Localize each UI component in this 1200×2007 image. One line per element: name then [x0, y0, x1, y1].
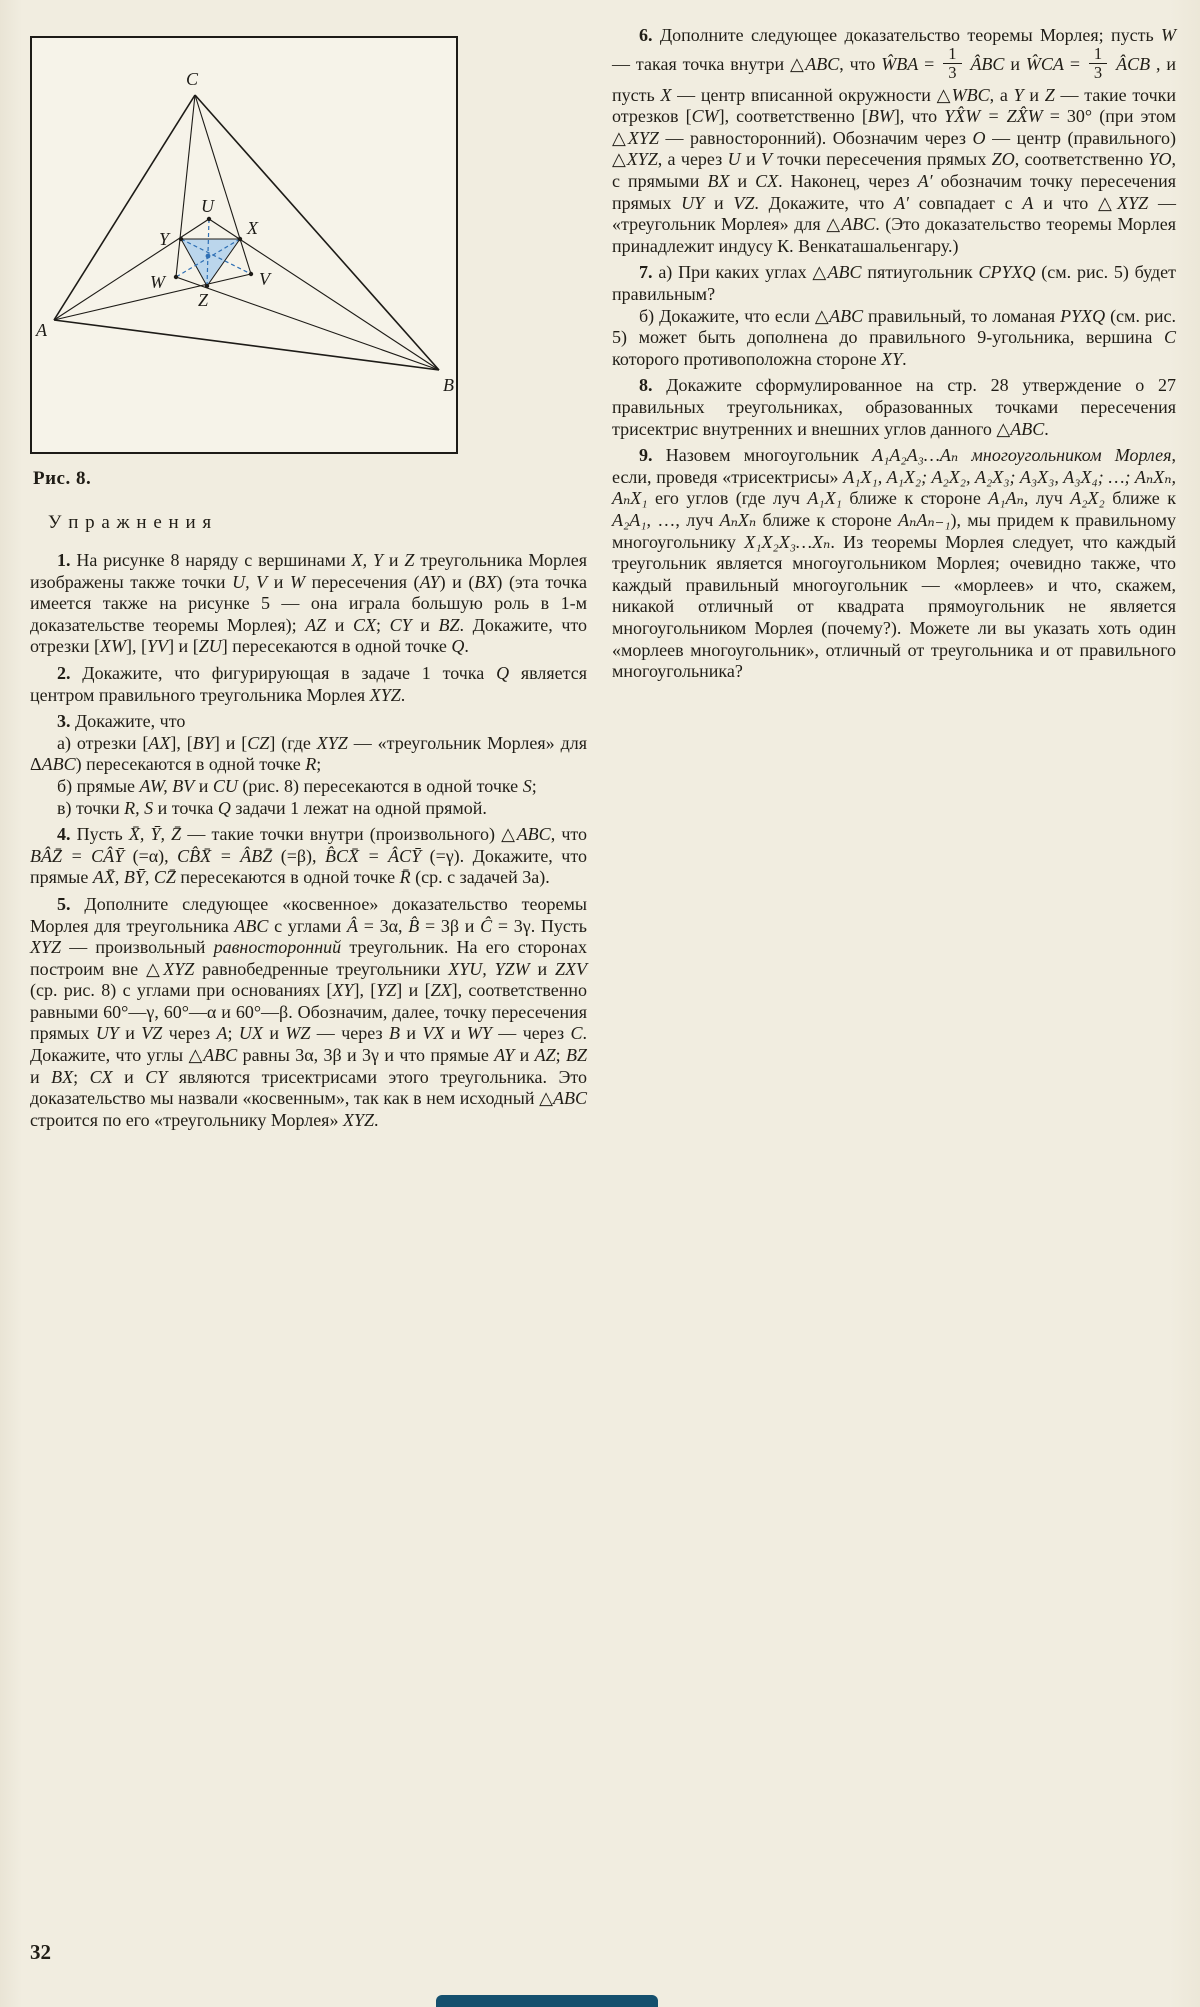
- italic-run: XYZ: [163, 958, 195, 979]
- italic-run: YZ: [376, 980, 397, 1001]
- text-run: в) точки: [57, 797, 125, 818]
- bold-run: 6.: [639, 25, 660, 45]
- italic-run: ÂCB: [1116, 53, 1151, 74]
- italic-run: Z: [404, 550, 415, 570]
- text-run: а) При каких углах △: [658, 262, 828, 283]
- left-column: [30, 510, 587, 1131]
- text-run: ближе к: [1104, 488, 1176, 509]
- text-run: На рисунке 8 наряду с вершинами: [76, 550, 352, 570]
- exercise-paragraph: [30, 663, 587, 706]
- italic-run: X̄, Ȳ, Z̄: [128, 824, 182, 845]
- figure-caption: Рис. 8.: [33, 468, 92, 489]
- text-run: ;: [376, 614, 390, 635]
- text-run: . Докажите, что углы △: [30, 1023, 587, 1066]
- italic-run: BX: [51, 1066, 74, 1087]
- italic-run: XYU, YZW: [448, 958, 530, 979]
- italic-run: CY: [145, 1066, 168, 1087]
- text-run: ] и [: [213, 732, 248, 753]
- exercise-paragraph: [612, 262, 1176, 305]
- center-point-q-dot: [206, 254, 211, 259]
- italic-run: BX: [474, 571, 497, 592]
- text-run: ;: [531, 775, 537, 796]
- text-run: и точка: [153, 797, 218, 818]
- italic-run: ZXV: [554, 958, 587, 979]
- point-label-Y: Y: [159, 229, 170, 249]
- text-run: пересечения (: [304, 571, 420, 592]
- italic-run: ÂBC: [970, 53, 1005, 74]
- text-run: (рис. 8) пересекаются в одной точке: [237, 775, 523, 796]
- text-run: и: [1004, 53, 1026, 74]
- italic-run: ABC: [553, 1088, 587, 1109]
- italic-run: W: [289, 571, 305, 592]
- italic-run: UX: [238, 1023, 263, 1044]
- italic-run: VZ: [733, 192, 755, 213]
- italic-run: AX̄, BȲ, CZ̄: [92, 867, 176, 888]
- italic-run: ABC: [41, 754, 76, 775]
- italic-run: XYZ: [1117, 192, 1149, 213]
- point-label-X: X: [247, 218, 258, 238]
- text-run: Докажите, что: [75, 711, 186, 732]
- italic-run: W: [1161, 25, 1177, 45]
- italic-run: AY: [494, 1045, 515, 1066]
- italic-run: UY: [681, 192, 705, 213]
- text-run: , что: [550, 824, 588, 845]
- text-run: треугольника Морлея изображены также точки: [30, 550, 587, 592]
- exercise-paragraph: [30, 894, 587, 1132]
- text-run: ] (где: [269, 732, 317, 753]
- italic-run: X: [660, 84, 672, 105]
- text-run: строится по его «треугольнику Морлея»: [30, 1109, 343, 1130]
- text-run: — равносторонний). Обозначим через: [658, 127, 973, 148]
- italic-run: AZ: [305, 614, 327, 635]
- italic-run: ABC: [1010, 418, 1045, 439]
- italic-run: Q: [217, 797, 231, 818]
- text-run: а) отрезки [: [57, 732, 149, 753]
- left-paragraphs: [30, 550, 587, 1131]
- text-run: б) Докажите, что если △: [639, 305, 830, 326]
- text-run: и: [267, 571, 290, 592]
- italic-run: ABC: [827, 262, 862, 283]
- text-run: (ср. с задачей 3а).: [410, 867, 550, 888]
- text-run: (см. рис. 5) будет правильным?: [612, 262, 1177, 305]
- morley-triangle-diagram: [32, 38, 456, 452]
- italic-run: XYZ: [316, 732, 348, 753]
- text-run: = 3α,: [358, 915, 409, 936]
- text-run: и: [112, 1066, 146, 1087]
- text-run: = 3γ. Пусть: [492, 915, 587, 936]
- italic-run: A₁A₂A₃…Aₙ: [872, 445, 959, 466]
- fraction-denominator: 3: [1093, 63, 1103, 83]
- text-run: .: [464, 636, 469, 657]
- italic-run: X₁X₂X₃…Xₙ: [744, 531, 831, 552]
- text-run: (ср. рис. 8) с углами при основаниях [: [30, 980, 333, 1001]
- text-run: , если, проведя «трисектрисы»: [612, 445, 1177, 487]
- text-run: пересекаются в одной точке: [175, 867, 400, 888]
- italic-run: CY: [389, 614, 412, 635]
- italic-run: U: [727, 149, 741, 170]
- point-label-W: W: [150, 272, 165, 292]
- italic-run: CX: [353, 614, 377, 635]
- exercise-paragraph: [30, 798, 587, 820]
- point-label-U: U: [201, 196, 214, 216]
- bold-run: 2.: [57, 662, 83, 683]
- figure-8: [30, 36, 458, 454]
- text-run: и: [729, 171, 756, 192]
- exercise-paragraph: [612, 306, 1176, 371]
- text-run: являются трисектрисами этого треугольника. Это доказательство мы назвали «косвенным», так как в нем исходный △: [30, 1066, 587, 1109]
- italic-run: CW: [691, 106, 719, 127]
- italic-run: BZ: [565, 1045, 587, 1066]
- italic-run: ZX: [430, 980, 452, 1001]
- italic-run: ŴBA: [881, 53, 919, 74]
- italic-run: A₂X₂: [1070, 488, 1105, 509]
- text-run: правильный, то ломаная: [863, 305, 1061, 326]
- text-run: и: [444, 1023, 467, 1044]
- text-run: .: [902, 348, 907, 369]
- text-run: и: [326, 614, 354, 635]
- italic-run: XYZ: [30, 937, 62, 958]
- exercise-paragraph: [612, 25, 1176, 257]
- text-run: ), мы придем к правильному многоугольнику: [612, 509, 1177, 552]
- text-run: задачи 1 лежат на одной прямой.: [230, 797, 487, 818]
- text-run: , и пусть: [612, 53, 1177, 105]
- exercise-paragraph: [612, 375, 1176, 440]
- text-run: обозначим точку пересечения прямых: [612, 171, 1176, 213]
- text-run: треугольник. На его сторонах построим вне △: [30, 937, 587, 979]
- text-run: и что △: [1033, 192, 1118, 213]
- italic-run: ABC: [516, 824, 551, 845]
- text-run: . Докажите, что отрезки [: [30, 614, 587, 657]
- text-run: ], что: [893, 106, 945, 127]
- fraction: [1089, 45, 1107, 83]
- text-run: , а: [989, 84, 1014, 105]
- text-run: (=γ). Докажите, что прямые: [30, 845, 587, 888]
- text-run: , с прямыми: [612, 149, 1177, 192]
- text-run: равны 3α, 3β и 3γ и что прямые: [237, 1045, 495, 1066]
- italic-run: многоугольником Морлея: [971, 445, 1172, 466]
- italic-run: Q: [496, 662, 510, 683]
- text-run: .: [1044, 418, 1049, 439]
- text-run: — «треугольник Морлея» для △: [612, 192, 1176, 235]
- italic-run: WZ: [285, 1023, 311, 1044]
- exercise-paragraph: [30, 776, 587, 798]
- italic-run: ABC: [841, 214, 876, 235]
- text-run: б) прямые: [57, 775, 140, 796]
- italic-run: AₙXₙ: [719, 509, 757, 530]
- italic-run: BÂZ̄ = CÂȲ: [30, 845, 125, 866]
- text-run: ) и (: [439, 571, 475, 592]
- text-run: Докажите сформулированное на стр. 28 утверждение о 27 правильных треугольниках, образованных точками пересечения трисектрис внутренних и внешних углов данного △: [612, 375, 1176, 439]
- italic-run: VZ: [141, 1023, 163, 1044]
- text-run: — такая точка внутри △: [612, 53, 806, 74]
- text-run: является центром правильного треугольника Морлея: [30, 662, 587, 705]
- text-run: , соответственно: [1014, 149, 1149, 170]
- text-run: и: [529, 958, 555, 979]
- italic-run: R, S: [124, 797, 154, 818]
- text-run: =: [1063, 53, 1086, 74]
- italic-run: A₁X₁: [807, 488, 842, 509]
- italic-run: ABC: [234, 915, 269, 936]
- text-run: (см. рис. 5) может быть дополнена до правильного 9-угольника, вершина: [612, 305, 1177, 348]
- text-run: ) (эта точка имеется также на рисунке 5 — она играла большую роль в 1-м доказательстве теоремы Морлея);: [30, 571, 588, 635]
- text-run: — такие точки отрезков [: [612, 84, 1176, 127]
- vertex-label-B: B: [443, 375, 454, 395]
- text-run: равнобедренные треугольники: [194, 958, 449, 979]
- italic-run: CPYXQ: [978, 262, 1036, 283]
- italic-run: XY: [332, 980, 354, 1001]
- italic-run: B̂CX̄ = ÂCȲ: [324, 845, 422, 866]
- fraction: [943, 45, 961, 83]
- text-run: , луч: [1023, 488, 1071, 509]
- text-run: = 30° (при этом △: [612, 106, 1176, 148]
- text-run: . Наконец, через: [778, 171, 918, 192]
- text-run: и: [118, 1023, 142, 1044]
- italic-run: Ĉ: [480, 915, 493, 936]
- text-run: — произвольный: [61, 937, 214, 958]
- italic-run: ABC: [805, 53, 840, 74]
- italic-run: V: [760, 149, 772, 170]
- text-run: .: [400, 684, 406, 705]
- italic-run: YV: [147, 636, 169, 657]
- italic-run: YX̂W = ZX̂W: [944, 106, 1043, 127]
- italic-run: ŴCA: [1025, 53, 1064, 74]
- text-run: пятиугольник: [861, 262, 979, 283]
- italic-run: VX: [422, 1023, 445, 1044]
- text-run: =: [918, 53, 941, 74]
- italic-run: A′: [917, 171, 933, 192]
- vertex-label-C: C: [186, 69, 199, 89]
- italic-run: AX: [148, 732, 171, 753]
- italic-run: равносторонний: [213, 937, 342, 958]
- text-run: — такие точки внутри (произвольного) △: [181, 824, 517, 845]
- text-run: через: [162, 1023, 217, 1044]
- bold-run: 3.: [57, 711, 75, 732]
- italic-run: CU: [212, 775, 238, 796]
- italic-run: CB̂X̄ = ÂBZ̄: [177, 845, 273, 866]
- text-run: . Докажите, что: [754, 192, 895, 213]
- italic-run: CX: [89, 1066, 113, 1087]
- italic-run: Y: [1013, 84, 1024, 105]
- italic-run: AₙAₙ₋₁: [898, 509, 951, 530]
- exercise-paragraph: [612, 445, 1176, 683]
- text-run: и: [382, 550, 405, 570]
- italic-run: PYXQ: [1060, 305, 1106, 326]
- italic-run: ABC: [203, 1045, 238, 1066]
- fraction-numerator: 1: [943, 45, 961, 65]
- text-run: ;: [227, 1023, 239, 1044]
- text-run: и: [30, 1066, 52, 1087]
- italic-run: WY: [466, 1023, 492, 1044]
- italic-run: A: [216, 1023, 228, 1044]
- italic-run: U, V: [232, 571, 268, 592]
- exercise-paragraph: [30, 550, 587, 658]
- italic-run: AY: [419, 571, 440, 592]
- bold-run: 9.: [639, 445, 666, 466]
- italic-run: WBC: [951, 84, 990, 105]
- vertex-label-A: A: [36, 320, 47, 340]
- text-run: ) пересекаются в одной точке: [75, 754, 306, 775]
- italic-run: R̄: [399, 867, 411, 888]
- text-run: — центр вписанной окружности △: [671, 84, 952, 105]
- text-run: его углов (где луч: [647, 488, 808, 509]
- exercise-paragraph: [30, 733, 587, 776]
- italic-run: YO: [1148, 149, 1172, 170]
- italic-run: Z: [1044, 84, 1055, 105]
- text-run: и: [704, 192, 734, 213]
- italic-run: R: [305, 754, 317, 775]
- italic-run: C: [1163, 327, 1176, 348]
- text-run: ], [: [170, 732, 193, 753]
- text-run: — центр (правильного) △: [612, 127, 1177, 170]
- text-run: ], соответственно равными 60°—γ, 60°—α и 60°—β. Обозначим, далее, точку пересечения прямых: [30, 980, 587, 1044]
- italic-run: BX: [707, 171, 730, 192]
- text-run: , а через: [657, 149, 728, 170]
- text-run: ;: [73, 1066, 90, 1087]
- italic-run: XYZ: [369, 684, 401, 705]
- italic-run: CZ: [247, 732, 270, 753]
- italic-run: S: [522, 775, 532, 796]
- text-run: — «треугольник Морлея» для Δ: [30, 732, 588, 775]
- exercise-paragraph: [30, 711, 587, 733]
- italic-run: B: [388, 1023, 400, 1044]
- bold-run: 7.: [639, 262, 659, 283]
- italic-run: A: [1022, 192, 1034, 213]
- italic-run: BW: [867, 106, 894, 127]
- text-run: — через: [310, 1023, 389, 1044]
- italic-run: BY: [192, 732, 214, 753]
- italic-run: XYZ: [342, 1109, 374, 1130]
- bold-run: 4.: [57, 824, 77, 845]
- text-run: и: [1023, 84, 1045, 105]
- italic-run: Q: [451, 636, 465, 657]
- text-run: Назовем многоугольник: [665, 445, 873, 466]
- italic-run: A₁X₁, A₁X₂; A₂X₂, A₂X₃; A₃X₃, A₃X₄; …; AₙXₙ, AₙX₁: [612, 466, 1177, 509]
- text-run: ;: [316, 754, 322, 775]
- bold-run: 1.: [57, 550, 77, 570]
- text-run: ближе к стороне: [841, 488, 989, 509]
- italic-run: ZU: [198, 636, 222, 657]
- text-run: ] и [: [396, 980, 431, 1001]
- text-run: ;: [555, 1045, 566, 1066]
- italic-run: XW: [100, 636, 127, 657]
- text-run: точки пересечения прямых: [771, 149, 992, 170]
- text-run: и: [399, 1023, 423, 1044]
- fraction-numerator: 1: [1089, 45, 1107, 65]
- italic-run: CX: [755, 171, 779, 192]
- text-run: .: [374, 1109, 379, 1130]
- right-column: [612, 20, 1176, 683]
- italic-run: UY: [95, 1023, 119, 1044]
- point-label-Z: Z: [198, 290, 209, 310]
- text-run: и: [262, 1023, 286, 1044]
- text-run: Докажите, что фигурирующая в задаче 1 точка: [82, 662, 497, 683]
- italic-run: X, Y: [351, 550, 383, 570]
- text-run: Дополните следующее доказательство теоремы Морлея; пусть: [659, 25, 1162, 45]
- text-run: [958, 445, 971, 465]
- italic-run: O: [972, 127, 986, 148]
- italic-run: A′: [894, 192, 909, 213]
- text-run: Пусть: [76, 824, 129, 845]
- text-run: . Из теоремы Морлея следует, что каждый треугольник является многоугольником Морлея; очевидно также, что каждый правильный многоугольник — «морлеев» и что, скажем, никакой отличный от квадрата прямоугольник не является многоугольником Морлея (почему?). Можете ли вы указать хоть один «морлеев многоугольник», отличный от треугольника и от правильного многоугольника?: [612, 531, 1176, 682]
- italic-run: ZO: [991, 149, 1015, 170]
- text-run: Дополните следующее «косвенное» доказательство теоремы Морлея для треугольника: [30, 893, 588, 936]
- text-run: и: [740, 149, 761, 170]
- italic-run: A₁Aₙ: [988, 488, 1024, 509]
- italic-run: XY: [881, 348, 903, 369]
- text-run: — через: [491, 1023, 571, 1044]
- text-run: и: [411, 614, 439, 635]
- text-run: ] пересекаются в одной точке: [221, 636, 452, 657]
- text-run: ближе к стороне: [756, 509, 899, 530]
- point-label-V: V: [259, 269, 270, 289]
- scan-edge-artifact: [436, 1995, 658, 2007]
- text-run: = 3β и: [419, 915, 481, 936]
- text-run: ], [: [126, 636, 148, 657]
- text-run: ] и [: [168, 636, 199, 657]
- page-number: 32: [30, 1940, 51, 1964]
- text-run: и: [194, 775, 213, 796]
- text-run: , …, луч: [646, 509, 720, 530]
- italic-run: BZ: [438, 614, 460, 635]
- text-run: ], [: [353, 980, 377, 1001]
- text-run: которого противоположна стороне: [612, 348, 882, 369]
- italic-run: AW, BV: [139, 775, 195, 796]
- italic-run: XYZ: [626, 149, 658, 170]
- text-run: ], соответственно [: [718, 106, 868, 127]
- exercises-heading: У п р а ж н е н и я: [48, 512, 213, 533]
- text-run: (=β),: [272, 845, 325, 866]
- italic-run: ABC: [829, 305, 864, 326]
- bold-run: 5.: [57, 893, 85, 914]
- italic-run: Â: [347, 915, 359, 936]
- text-run: совпадает с: [909, 192, 1023, 213]
- italic-run: XYZ: [627, 127, 659, 148]
- italic-run: C: [570, 1023, 583, 1044]
- text-run: (=α),: [124, 845, 178, 866]
- text-run: . (Это доказательство теоремы Морлея принадлежит индусу К. Венкаташальенгару.): [612, 214, 1177, 256]
- text-run: , что: [839, 53, 882, 74]
- bold-run: 8.: [639, 375, 667, 396]
- italic-run: AZ: [534, 1045, 556, 1066]
- fraction-denominator: 3: [948, 63, 957, 83]
- text-run: с углами: [268, 915, 348, 936]
- exercise-paragraph: [30, 824, 587, 889]
- italic-run: A₂A₁: [612, 509, 647, 530]
- italic-run: B̂: [408, 915, 420, 936]
- text-run: и: [514, 1045, 535, 1066]
